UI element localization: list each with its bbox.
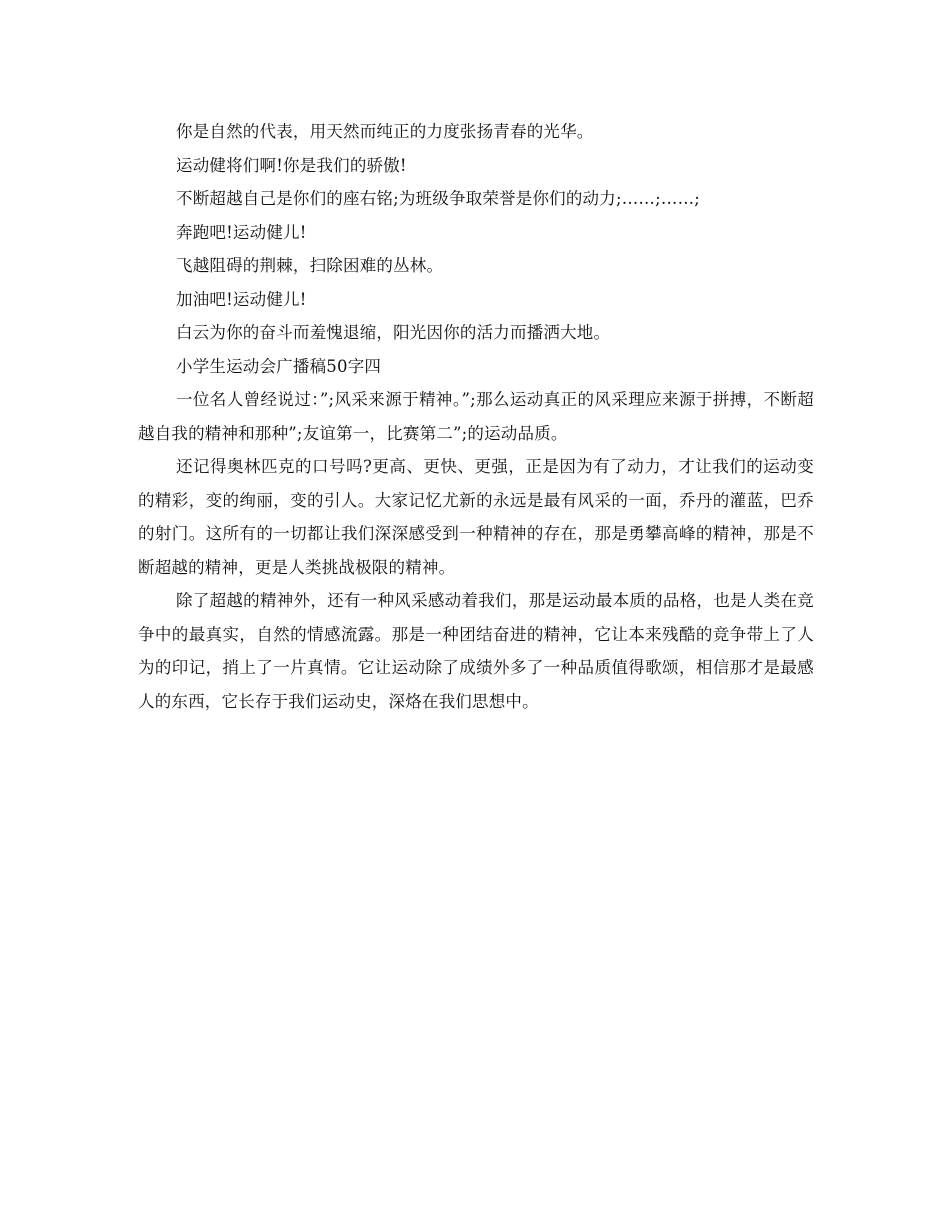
paragraph-8: 一位名人曾经说过：”;风采来源于精神。”;那么运动真正的风采理应来源于拼搏，不断超越自我的精神和那种”;友谊第一，比赛第二”;的运动品质。 — [138, 390, 814, 443]
paragraph-10: 除了超越的精神外，还有一种风采感动着我们，那是运动最本质的品格，也是人类在竞争中的最真实，自然的情感流露。那是一种团结奋进的精神，它让本来残酷的竞争带上了人为的印记，捎上了一片真情。它让运动除了成绩外多了一种品质值得歌颂，相信那才是最感人的东西，它长存于我们运动史，深烙在我们思想中。 — [138, 591, 814, 711]
paragraph-3: 不断超越自己是你们的座右铭;为班级争取荣誉是你们的动力;……;……; — [176, 189, 701, 208]
paragraph-4: 奔跑吧!运动健儿! — [176, 222, 307, 242]
paragraph-5: 飞越阻碍的荆棘，扫除困难的丛林。 — [176, 256, 444, 275]
paragraph-1: 你是自然的代表，用天然而纯正的力度张扬青春的光华。 — [176, 122, 594, 141]
section-heading: 小学生运动会广播稿50字四 — [176, 356, 382, 376]
document-body — [138, 115, 814, 718]
paragraph-7: 白云为你的奋斗而羞愧退缩，阳光因你的活力而播洒大地。 — [176, 323, 611, 342]
paragraph-9: 还记得奥林匹克的口号吗?更高、更快、更强，正是因为有了动力，才让我们的运动变的精彩，变的绚丽，变的引人。大家记忆尤新的永远是最有风采的一面，乔丹的灌蓝，巴乔的射门。这所有的一切都让我们深深感受到一种精神的存在，那是勇攀高峰的精神，那是不断超越的精神，更是人类挑战极限的精神。 — [138, 457, 814, 577]
paragraph-6: 加油吧!运动健儿! — [176, 289, 307, 309]
paragraph-2: 运动健将们啊!你是我们的骄傲! — [176, 155, 407, 175]
